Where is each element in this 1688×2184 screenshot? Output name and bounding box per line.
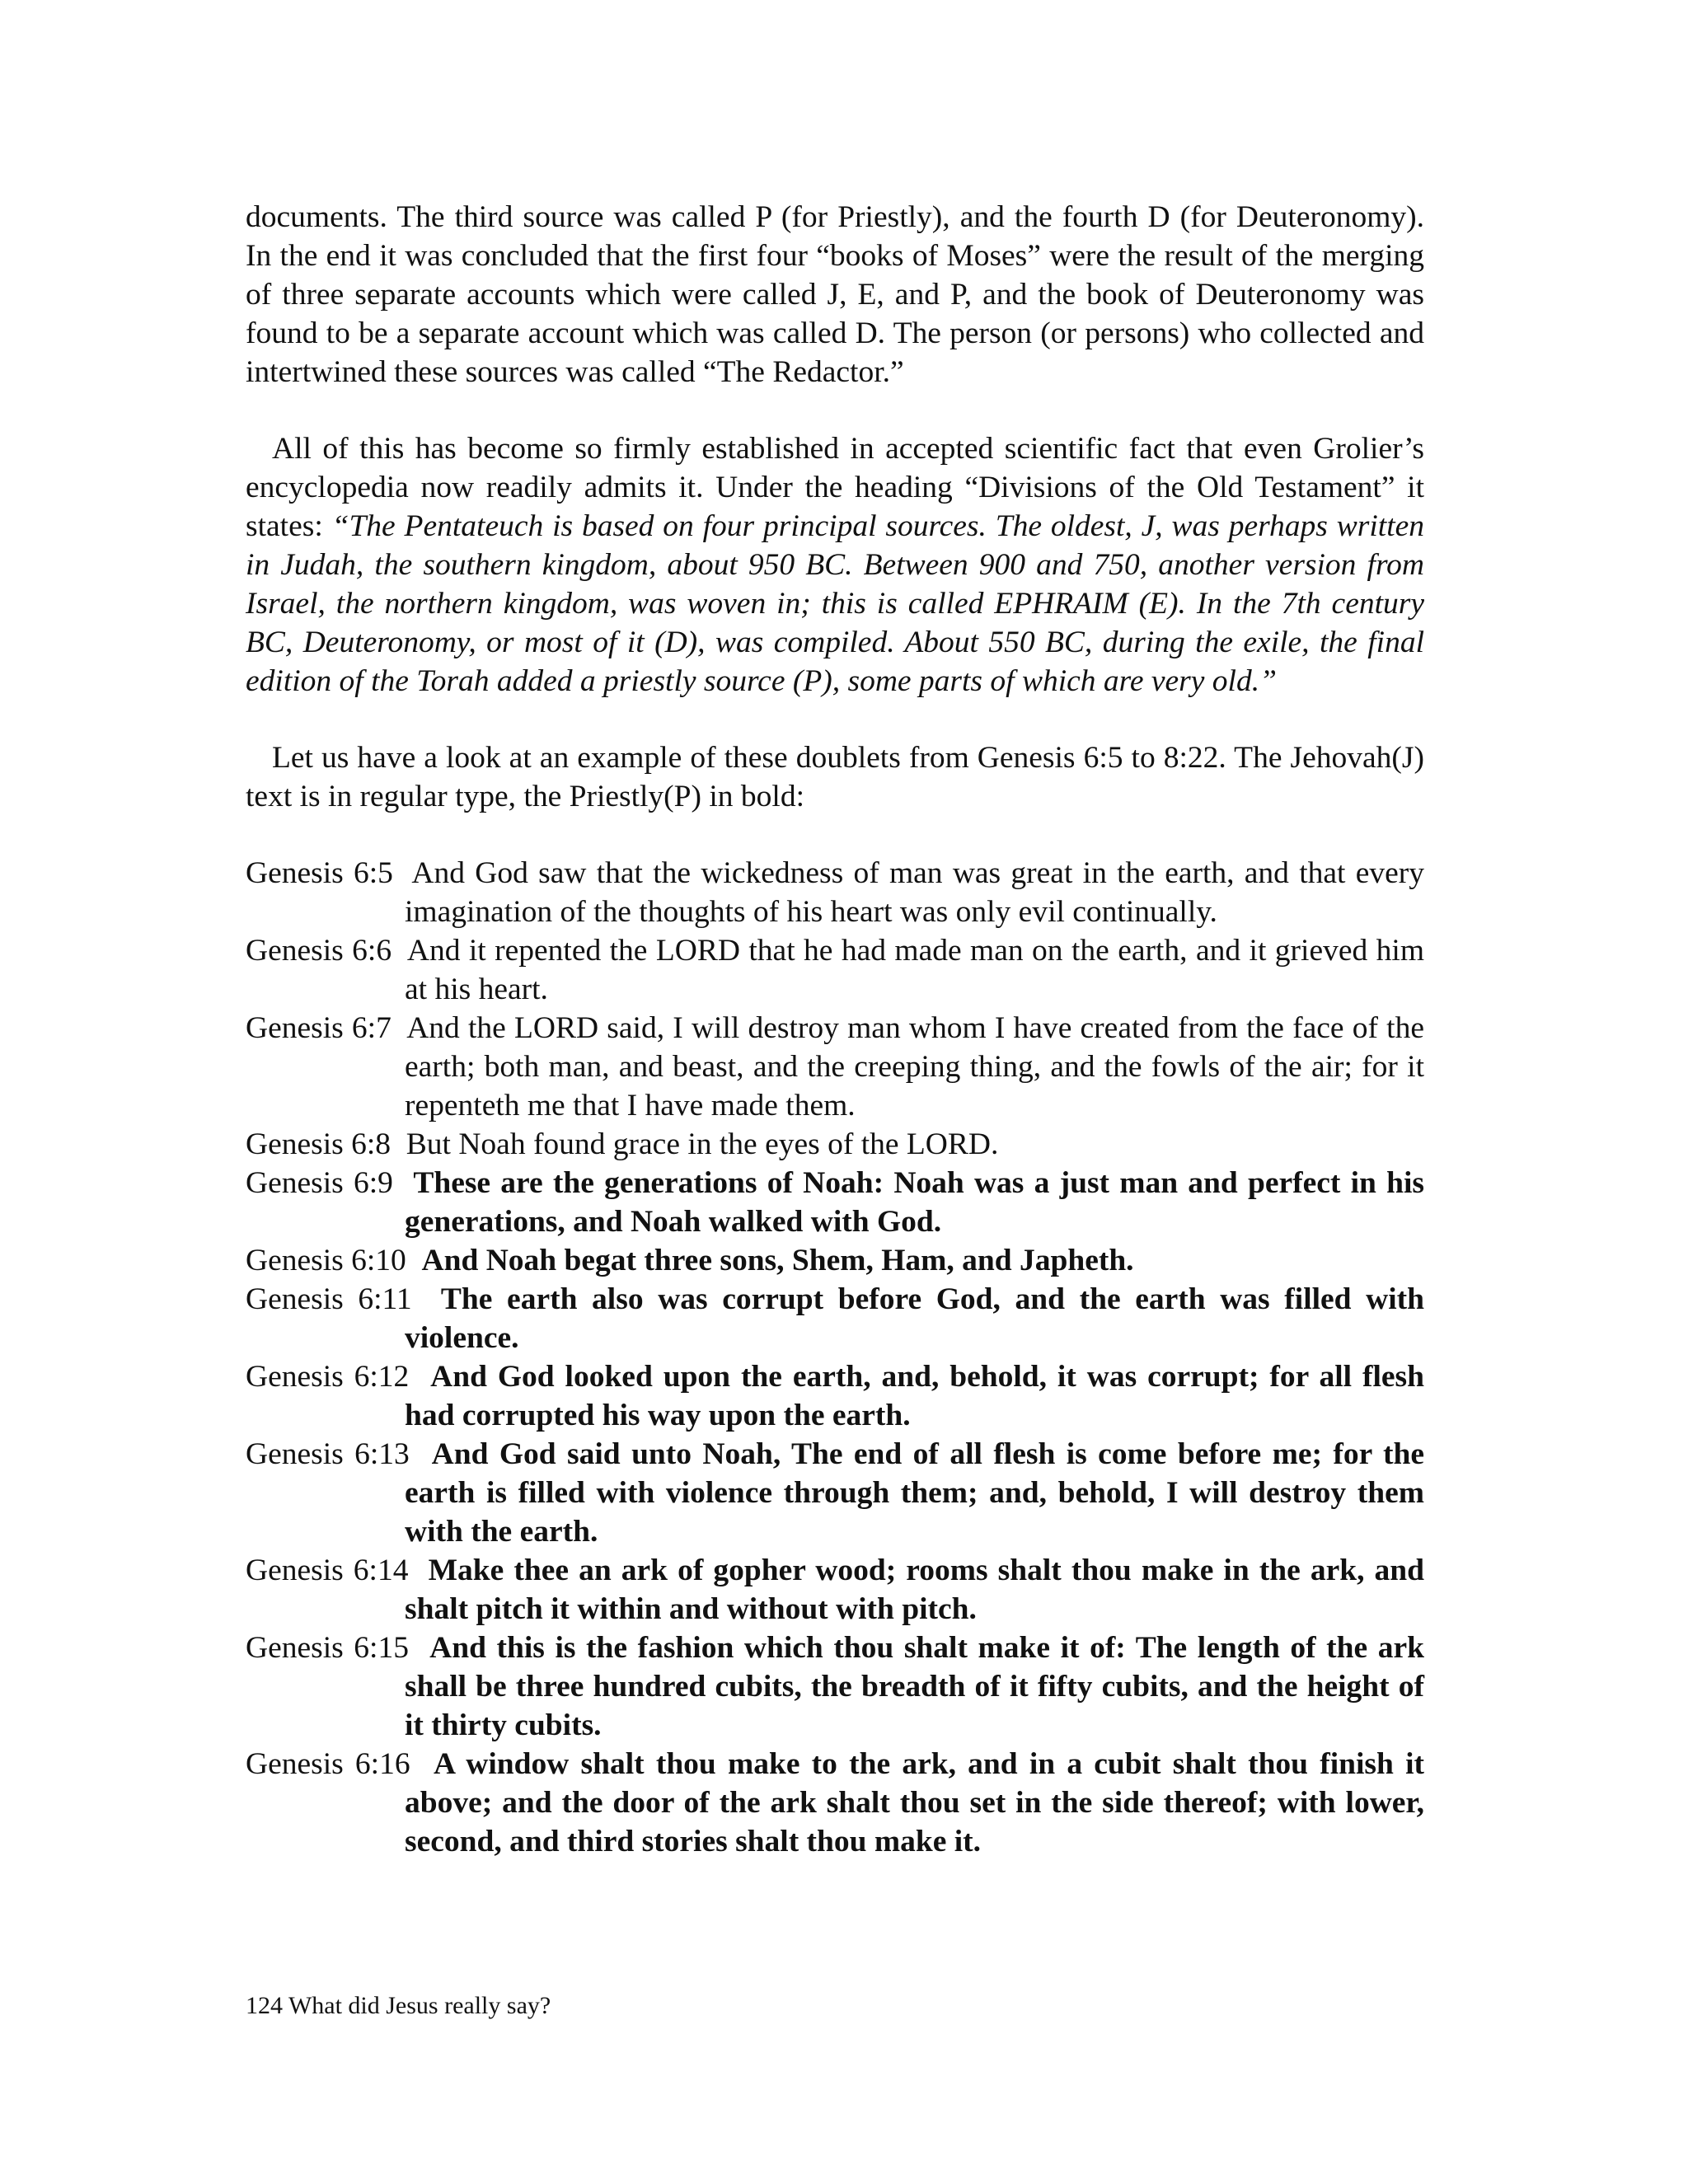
verse-reference: Genesis 6:10 [246,1244,406,1277]
verse-reference: Genesis 6:14 [246,1554,409,1587]
verse-text: And God looked upon the earth, and, behold, it was corrupt; for all flesh had corrupted his way upon the earth. [405,1360,1424,1432]
page-footer: 124 What did Jesus really say? [246,1992,551,2019]
verse-text: And God saw that the wickedness of man was great in the earth, and that every imagination of the thoughts of his heart was only evil continually. [405,856,1424,929]
paragraph-grolier [246,429,1424,701]
verse-item [246,1164,1424,1241]
verse-item [246,1009,1424,1125]
verse-reference: Genesis 6:11 [246,1282,412,1316]
verse-text: A window shalt thou make to the ark, and in a cubit shalt thou finish it above; and the door of the ark shalt thou set in the side thereof; with lower, second, and third stories shalt thou make it. [405,1747,1424,1858]
verse-reference: Genesis 6:13 [246,1437,410,1471]
verse-reference: Genesis 6:9 [246,1166,393,1200]
verse-item [246,931,1424,1009]
grolier-quote: “The Pentateuch is based on four principal sources. The oldest, J, was perhaps written in Judah, the southern kingdom, about 950 BC. Between 900 and 750, another version from Israel, the northern kingdom, was woven in; this is called EPHRAIM (E). In the 7th century BC, Deuteronomy, or most of it (D), was compiled. About 550 BC, during the exile, the final edition of the Torah added a priestly source (P), some parts of which are very old.” [246,509,1425,698]
verse-item [246,1241,1424,1280]
verse-text: But Noah found grace in the eyes of the LORD. [406,1127,999,1161]
verse-reference: Genesis 6:7 [246,1011,392,1045]
verse-item [246,854,1424,931]
verse-text: And the LORD said, I will destroy man whom I have created from the face of the earth; both man, and beast, and the creeping thing, and the fowls of the air; for it repenteth me that I have made them. [405,1011,1424,1122]
verse-item [246,1280,1424,1357]
verse-item [246,1357,1424,1435]
verse-reference: Genesis 6:8 [246,1127,392,1161]
paragraph-doublets-intro: Let us have a look at an example of these doublets from Genesis 6:5 to 8:22. The Jehovah(J) text is in regular type, the Priestly(P) in bold: [246,741,1424,813]
verse-item [246,1629,1424,1745]
verse-item [246,1125,1424,1164]
paragraph-documents: documents. The third source was called P (for Priestly), and the fourth D (for Deuteronomy). In the end it was concluded that the first four “books of Moses” were the result of the merging of three separate accounts which were called J, E, and P, and the book of Deuteronomy was found to be a separate account which was called D. The person (or persons) who collected and intertwined these sources was called “The Redactor.” [246,200,1424,389]
verse-item [246,1435,1424,1551]
verse-text: Make thee an ark of gopher wood; rooms shalt thou make in the ark, and shalt pitch it within and without with pitch. [405,1554,1425,1626]
verse-item [246,1551,1424,1629]
verse-reference: Genesis 6:12 [246,1360,410,1394]
verse-reference: Genesis 6:6 [246,934,392,968]
verse-text: These are the generations of Noah: Noah was a just man and perfect in his generations, and Noah walked with God. [405,1166,1424,1239]
verse-text: And God said unto Noah, The end of all flesh is come before me; for the earth is filled with violence through them; and, behold, I will destroy them with the earth. [405,1437,1424,1549]
verse-list [246,854,1424,1861]
verse-item [246,1745,1424,1861]
verse-reference: Genesis 6:16 [246,1747,410,1781]
page-body [246,198,1424,1861]
verse-text: And this is the fashion which thou shalt make it of: The length of the ark shall be three hundred cubits, the breadth of it fifty cubits, and the height of it thirty cubits. [405,1631,1424,1742]
verse-text: The earth also was corrupt before God, and the earth was filled with violence. [405,1282,1424,1355]
verse-text: And Noah begat three sons, Shem, Ham, and Japheth. [421,1244,1134,1277]
grolier-intro-text: All of this has become so firmly established in accepted scientific fact that even Grolier’s encyclopedia now readily admits it. Under the heading “Divisions of the Old Testament” it states: [246,432,1424,543]
verse-reference: Genesis 6:5 [246,856,393,890]
verse-reference: Genesis 6:15 [246,1631,409,1665]
verse-text: And it repented the LORD that he had made man on the earth, and it grieved him at his heart. [405,934,1424,1006]
